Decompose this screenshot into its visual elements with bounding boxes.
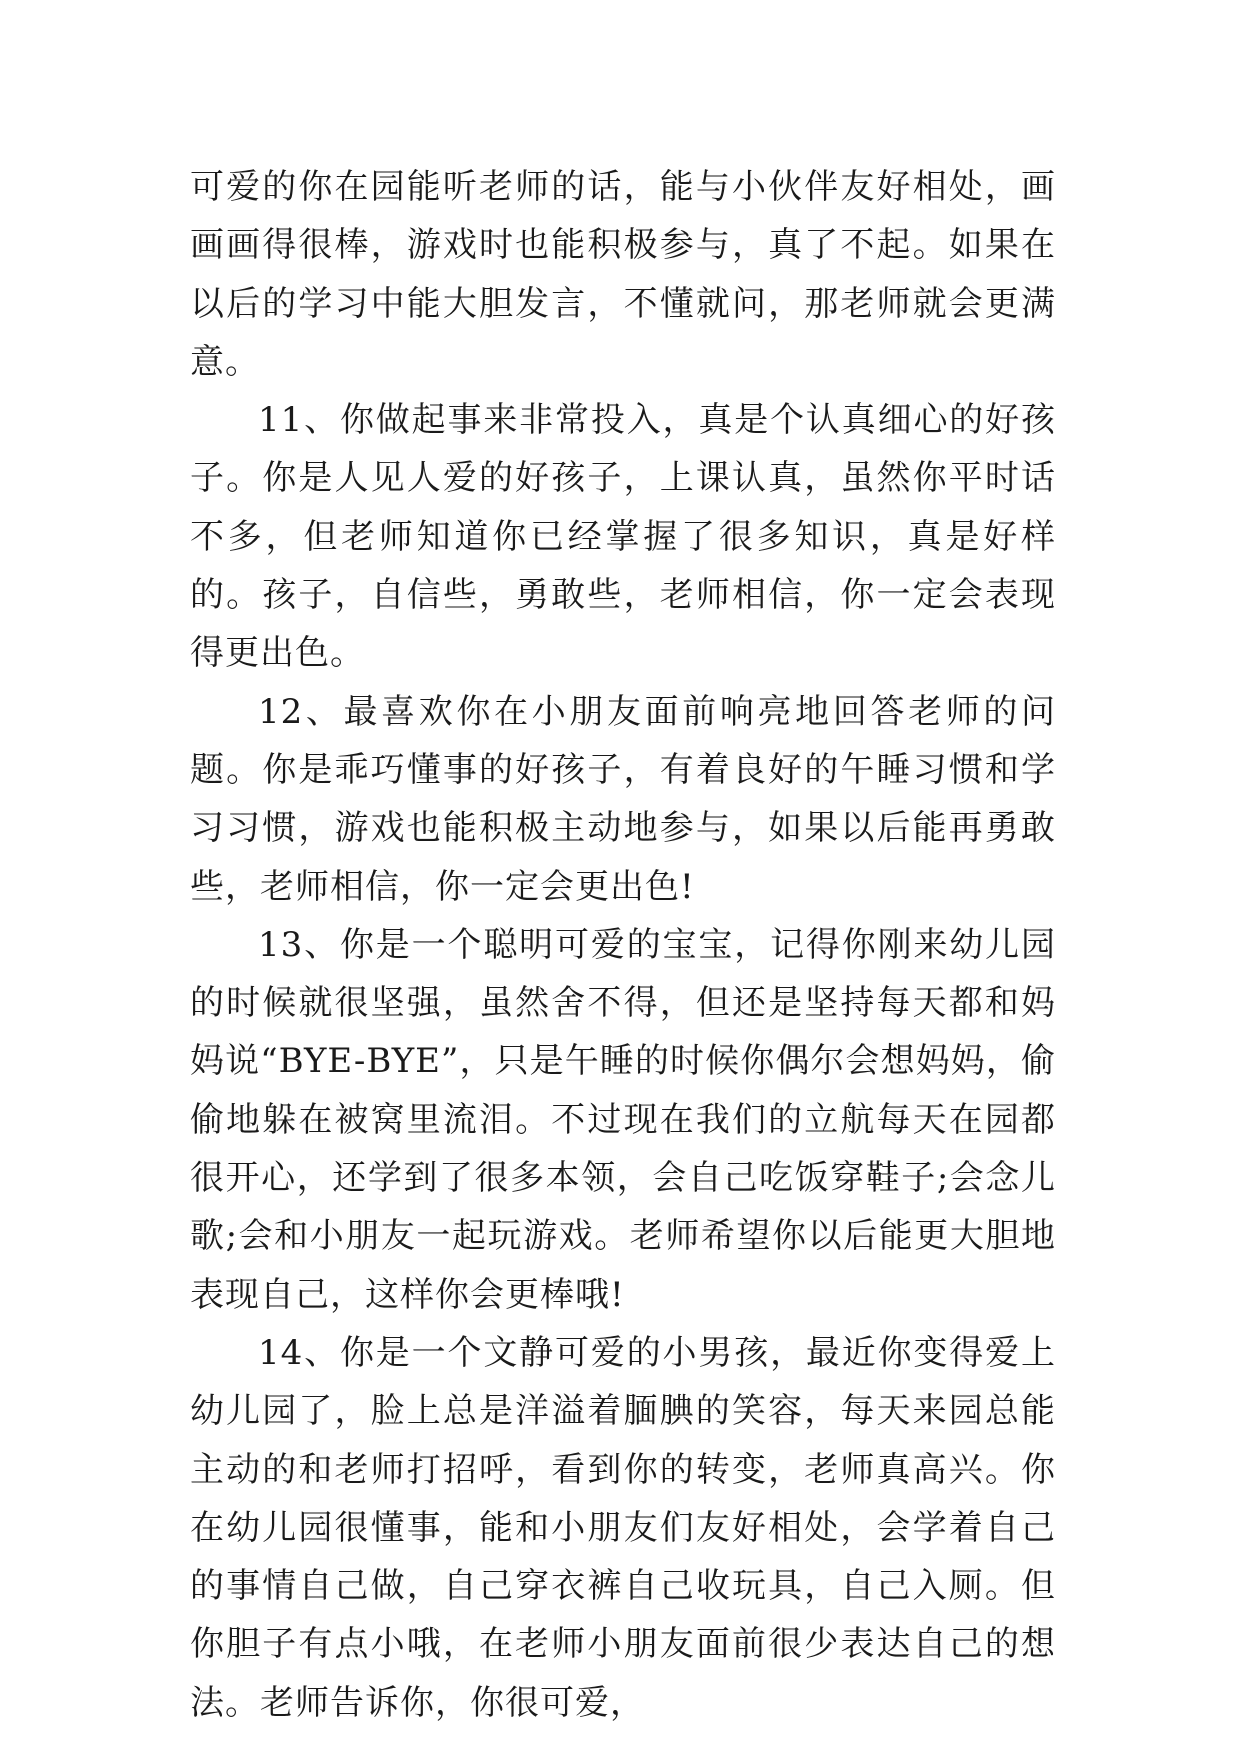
document-body (190, 158, 1056, 1732)
paragraph-continued: 可爱的你在园能听老师的话，能与小伙伴友好相处，画画画得很棒，游戏时也能积极参与，真了不起。如果在以后的学习中能大胆发言，不懂就问，那老师就会更满意。 (190, 167, 1056, 382)
paragraph-comment-14: 14、你是一个文静可爱的小男孩，最近你变得爱上幼儿园了，脸上总是洋溢着腼腆的笑容，每天来园总能主动的和老师打招呼，看到你的转变，老师真高兴。你在幼儿园很懂事，能和小朋友们友好相处，会学着自己的事情自己做，自己穿衣裤自己收玩具，自己入厕。但你胆子有点小哦，在老师小朋友面前很少表达自己的想法。老师告诉你，你很可爱， (190, 1332, 1056, 1723)
paragraph-comment-11: 11、你做起事来非常投入，真是个认真细心的好孩子。你是人见人爱的好孩子，上课认真，虽然你平时话不多，但老师知道你已经掌握了很多知识，真是好样的。孩子，自信些，勇敢些，老师相信，你一定会表现得更出色。 (190, 400, 1056, 674)
paragraph-comment-12: 12、最喜欢你在小朋友面前响亮地回答老师的问题。你是乖巧懂事的好孩子，有着良好的午睡习惯和学习习惯，游戏也能积极主动地参与，如果以后能再勇敢些，老师相信，你一定会更出色! (190, 691, 1056, 907)
paragraph-comment-13: 13、你是一个聪明可爱的宝宝，记得你刚来幼儿园的时候就很坚强，虽然舍不得，但还是坚持每天都和妈妈说“BYE-BYE”，只是午睡的时候你偶尔会想妈妈，偷偷地躲在被窝里流泪。不过现在我们的立航每天在园都很开心，还学到了很多本领，会自己吃饭穿鞋子;会念儿歌;会和小朋友一起玩游戏。老师希望你以后能更大胆地表现自己，这样你会更棒哦! (190, 924, 1056, 1315)
